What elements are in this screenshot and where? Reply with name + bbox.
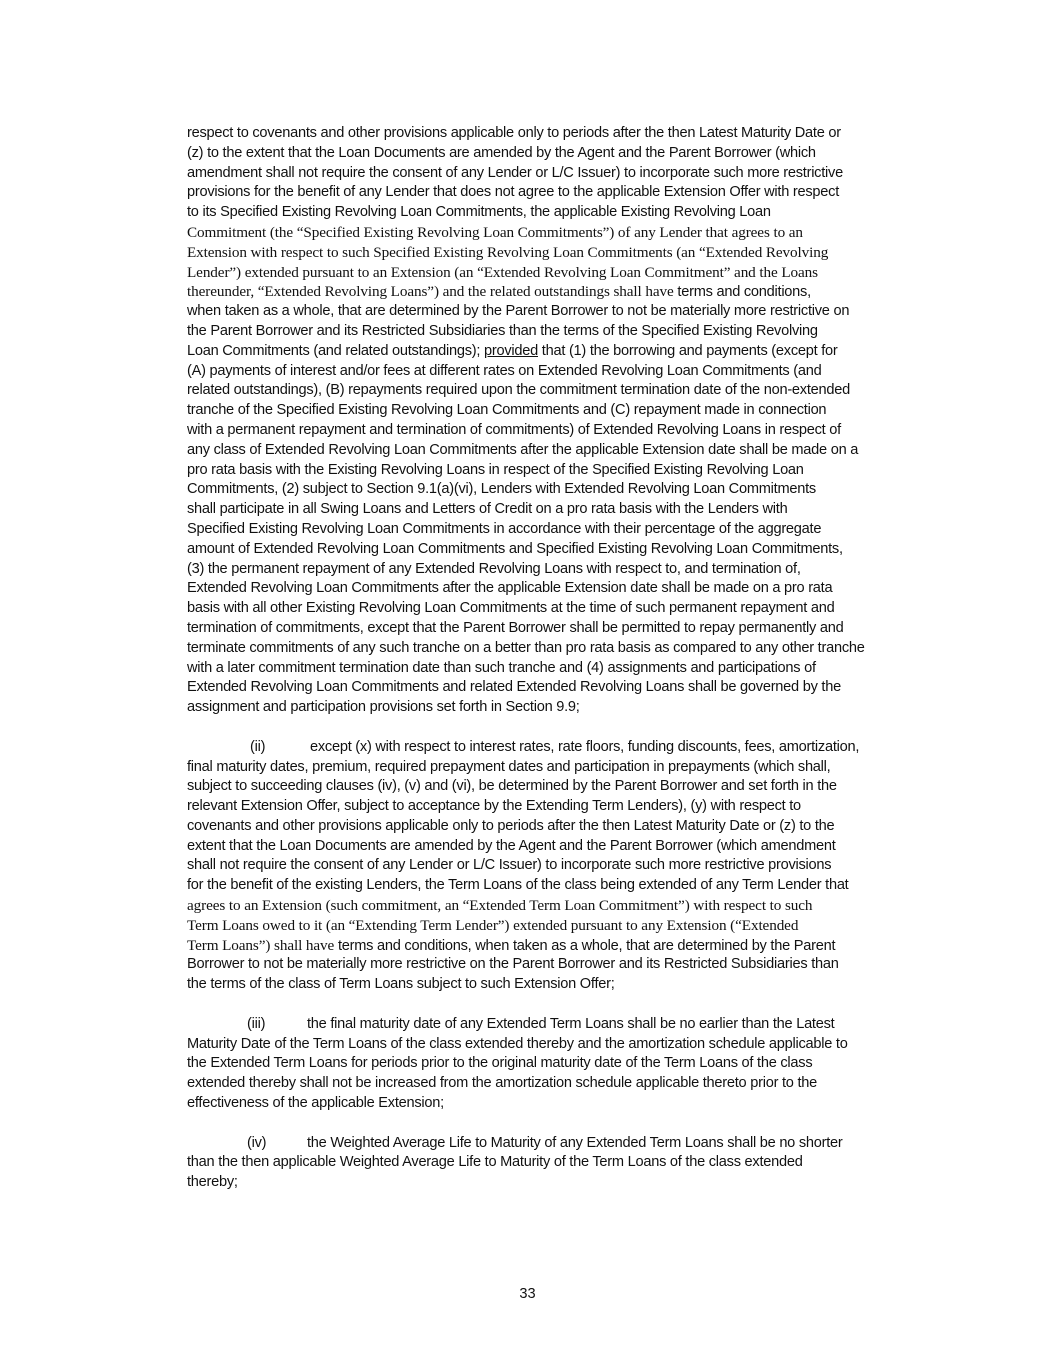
paragraph-extended-revolving [187,124,935,718]
paragraph-iii [187,1015,935,1114]
paragraph-ii [187,738,935,995]
text-segment: except (x) with respect to interest rates, rate floors, funding discounts, fees, amortization, [310,738,860,755]
text-line: shall not require the consent of any Lender or L/C Issuer) to incorporate such more restrictive provisions [187,857,832,874]
text-line: subject to succeeding clauses (iv), (v) and (vi), be determined by the Parent Borrower and set forth in the [187,778,837,795]
text-line [187,1015,935,1035]
text-line: effectiveness of the applicable Extension; [187,1095,444,1112]
text-segment: terms and conditions, [673,284,811,301]
text-line: any class of Extended Revolving Loan Commitments after the applicable Extension date shall be made on a [187,441,859,458]
text-line: shall participate in all Swing Loans and Letters of Credit on a pro rata basis with the Lenders with [187,501,788,518]
text-line: Lender”) extended pursuant to an Extension (an “Extended Revolving Loan Commitment” and the Loans [187,263,818,281]
text-segment: Loan Commitments (and related outstandings); [187,342,485,359]
text-line: than the then applicable Weighted Average Life to Maturity of the Term Loans of the class extended [187,1154,803,1171]
text-line: with a permanent repayment and termination of commitments) of Extended Revolving Loans in respect of [187,421,841,438]
text-line: tranche of the Specified Existing Revolving Loan Commitments and (C) repayment made in connection [187,402,827,419]
text-line: assignment and participation provisions set forth in Section 9.9; [187,699,580,716]
paragraph-gap [187,718,935,738]
text-line: extent that the Loan Documents are amended by the Agent and the Parent Borrower (which amendment [187,837,836,854]
text-line [187,282,935,302]
text-line: terminate commitments of any such tranche on a better than pro rata basis as compared to any other tranche [187,639,865,656]
text-line: pro rata basis with the Existing Revolving Loans in respect of the Specified Existing Revolving Loan [187,461,804,478]
text-segment: the Weighted Average Life to Maturity of any Extended Term Loans shall be no shorter [307,1134,843,1151]
text-line: respect to covenants and other provisions applicable only to periods after the then Latest Maturity Date or [187,125,841,141]
text-line: (z) to the extent that the Loan Documents are amended by the Agent and the Parent Borrower (which [187,144,816,161]
text-line: with a later commitment termination date than such tranche and (4) assignments and participations of [187,659,816,676]
paragraph-gap [187,1114,935,1134]
text-line: the Extended Term Loans for periods prior to the original maturity date of the Term Loans of the class [187,1055,813,1072]
text-line: the Parent Borrower and its Restricted Subsidiaries than the terms of the Specified Existing Revolving [187,322,818,339]
text-line: amendment shall not require the consent of any Lender or L/C Issuer) to incorporate such more restrictive [187,164,843,181]
text-line: thereby; [187,1174,238,1191]
text-line: Maturity Date of the Term Loans of the class extended thereby and the amortization schedule applicable to [187,1035,848,1052]
paragraph-gap [187,995,935,1015]
text-segment: Term Loans”) shall have [187,936,335,954]
text-line: extended thereby shall not be increased from the amortization schedule applicable thereto prior to the [187,1075,817,1092]
clause-number: (ii) [250,738,266,755]
text-line: Commitments, (2) subject to Section 9.1(a)(vi), Lenders with Extended Revolving Loan Commitments [187,481,816,498]
provided-term: provided [484,342,538,359]
text-line: for the benefit of the existing Lenders, the Term Loans of the class being extended of any Term Lender that [187,877,849,894]
text-line: Specified Existing Revolving Loan Commitments in accordance with their percentage of the aggregate [187,520,822,537]
text-line: provisions for the benefit of any Lender that does not agree to the applicable Extension Offer with respect [187,184,840,201]
text-line: related outstandings), (B) repayments required upon the commitment termination date of the non-extended [187,382,850,399]
text-line: agrees to an Extension (such commitment, an “Extended Term Loan Commitment”) with respect to such [187,897,813,915]
text-line: Term Loans owed to it (an “Extending Term Lender”) extended pursuant to any Extension (“Extended [187,916,799,934]
text-line: Extension with respect to such Specified Existing Revolving Loan Commitments (an “Extended Revolving [187,243,829,261]
text-line: Extended Revolving Loan Commitments after the applicable Extension date shall be made on a pro rata [187,580,833,597]
text-line: final maturity dates, premium, required prepayment dates and participation in prepayments (which shall, [187,758,831,775]
text-line: to its Specified Existing Revolving Loan Commitments, the applicable Existing Revolving Loan [187,204,771,221]
text-line: (A) payments of interest and/or fees at different rates on Extended Revolving Loan Commitments (and [187,362,822,379]
page-number: 33 [519,1286,536,1302]
text-line [187,342,935,362]
text-line [187,738,935,758]
paragraph-iv [187,1134,935,1193]
text-line: Borrower to not be materially more restrictive on the Parent Borrower and its Restricted Subsidiaries than [187,956,839,973]
text-segment: that (1) the borrowing and payments (except for [538,342,838,359]
text-line: termination of commitments, except that the Parent Borrower shall be permitted to repay permanently and [187,619,844,636]
text-segment: the final maturity date of any Extended Term Loans shall be no earlier than the Latest [307,1015,835,1032]
clause-number: (iv) [247,1134,267,1151]
text-line: basis with all other Existing Revolving Loan Commitments at the time of such permanent repayment and [187,600,835,617]
text-line: when taken as a whole, that are determined by the Parent Borrower to not be materially more restrictive on [187,303,850,320]
text-line: the terms of the class of Term Loans subject to such Extension Offer; [187,976,615,993]
text-line [187,1134,935,1154]
text-line: Extended Revolving Loan Commitments and related Extended Revolving Loans shall be governed by the [187,679,841,696]
document-body [187,124,935,1193]
text-line: (3) the permanent repayment of any Extended Revolving Loans with respect to, and termination of, [187,560,801,577]
text-line: amount of Extended Revolving Loan Commitments and Specified Existing Revolving Loan Commitments, [187,540,843,557]
text-segment: terms and conditions, when taken as a whole, that are determined by the Parent [334,937,836,954]
text-segment: thereunder, “Extended Revolving Loans”) and the related outstandings shall have [187,283,674,301]
text-line [187,936,935,956]
text-line: covenants and other provisions applicable only to periods after the then Latest Maturity Date or (z) to the [187,817,835,834]
clause-number: (iii) [247,1015,266,1032]
text-line: Commitment (the “Specified Existing Revolving Loan Commitments”) of any Lender that agrees to an [187,223,803,241]
text-line: relevant Extension Offer, subject to acceptance by the Extending Term Lenders), (y) with respect to [187,798,801,815]
